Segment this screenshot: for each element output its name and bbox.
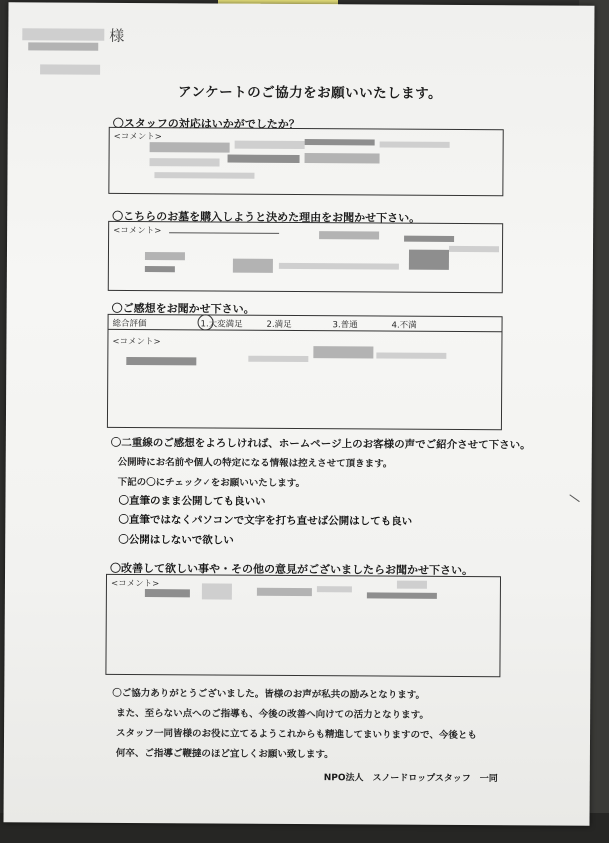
redacted-comment xyxy=(449,246,499,252)
redacted-comment xyxy=(305,139,375,145)
rating-option-4[interactable]: 4.不満 xyxy=(391,320,417,331)
comment-label: <コメント> xyxy=(112,336,161,348)
rating-option-1[interactable]: 1.大変満足 xyxy=(200,319,243,330)
closing-line-2: また、至らない点へのご指導も、今後の改善へ向けての活力となります。 xyxy=(116,707,429,721)
rating-option-2[interactable]: 2.満足 xyxy=(266,319,292,330)
redacted-comment xyxy=(145,266,175,272)
redacted-comment xyxy=(150,142,230,152)
comment-label: <コメント> xyxy=(110,578,160,590)
redacted-comment xyxy=(409,250,449,270)
comment-label: <コメント> xyxy=(113,225,162,237)
comment-box-improvement xyxy=(105,574,501,677)
check-instruction: 下記の〇にチェック✓をお願いいたします。 xyxy=(117,476,306,490)
redacted-comment xyxy=(317,586,352,592)
redacted-comment xyxy=(145,252,185,260)
comment-box-reason xyxy=(108,221,503,293)
redacted-comment xyxy=(380,141,450,147)
redacted-comment xyxy=(233,259,273,273)
handwriting xyxy=(169,232,279,234)
question-reason: 〇こちらのお墓を購入しようと決めた理由をお聞かせ下さい。 xyxy=(112,209,421,225)
redacted-comment xyxy=(154,172,254,179)
comment-box-staff xyxy=(108,127,503,196)
survey-sheet xyxy=(4,2,595,826)
question-staff: 〇スタッフの対応はいかがでしたか？ xyxy=(112,116,300,131)
redacted-comment xyxy=(376,352,446,358)
redacted-comment xyxy=(257,588,312,596)
redacted-comment xyxy=(228,155,300,163)
redacted-comment xyxy=(126,357,196,365)
redacted-comment xyxy=(367,592,437,598)
redacted-comment xyxy=(202,583,232,599)
redacted-comment xyxy=(150,158,220,166)
recipient-suffix: 様 xyxy=(109,26,125,45)
page-title: アンケートのご協力をお願いいたします。 xyxy=(177,84,443,102)
closing-line-4: 何卒、ご指導ご鞭撻のほど宜しくお願い致します。 xyxy=(115,747,334,761)
rating-row xyxy=(109,315,502,332)
question-improvement: 〇改善して欲しい事や・その他の意見がございましたらお聞かせ下さい。 xyxy=(110,561,474,578)
publish-option-typed[interactable]: 〇直筆ではなくパソコンで文字を打ち直せば公開はしても良い xyxy=(118,513,413,528)
redacted-comment xyxy=(145,589,190,597)
signature: NPO法人 スノードロップスタッフ 一同 xyxy=(323,773,498,785)
question-publish: 〇二重線のご感想をよろしければ、ホームページ上のお客様の声でご紹介させて下さい。 xyxy=(110,436,531,452)
comment-label: <コメント> xyxy=(113,131,162,143)
rating-option-3[interactable]: 3.普通 xyxy=(332,320,358,331)
closing-line-1: 〇ご協力ありがとうございました。皆様のお声が私共の励みとなります。 xyxy=(112,687,426,701)
redacted-name xyxy=(22,28,104,41)
redacted-comment xyxy=(397,581,427,589)
redacted-comment xyxy=(235,141,305,149)
redacted-comment xyxy=(404,236,454,242)
rating-label: 総合評価 xyxy=(112,318,147,330)
pen-mark xyxy=(569,494,580,502)
privacy-note: 公開時にお名前や個人の特定になる情報は控えさせて頂きます。 xyxy=(117,456,393,470)
impression-box xyxy=(107,314,503,430)
publish-option-handwritten[interactable]: 〇直筆のまま公開しても良いい xyxy=(118,494,266,508)
publish-option-none[interactable]: 〇公開はしないで欲しい xyxy=(118,533,234,547)
closing-line-3: スタッフ一同皆様のお役に立てるようこれからも精進してまいりますので、今後とも xyxy=(116,727,477,742)
redacted-name xyxy=(28,42,98,50)
redacted-comment xyxy=(305,153,380,163)
redacted-comment xyxy=(319,231,379,239)
question-impression: 〇ご感想をお聞かせ下さい。 xyxy=(111,301,255,316)
redacted-comment xyxy=(248,356,308,362)
redacted-comment xyxy=(313,346,373,358)
redacted-name xyxy=(40,64,100,74)
redacted-comment xyxy=(279,263,399,270)
